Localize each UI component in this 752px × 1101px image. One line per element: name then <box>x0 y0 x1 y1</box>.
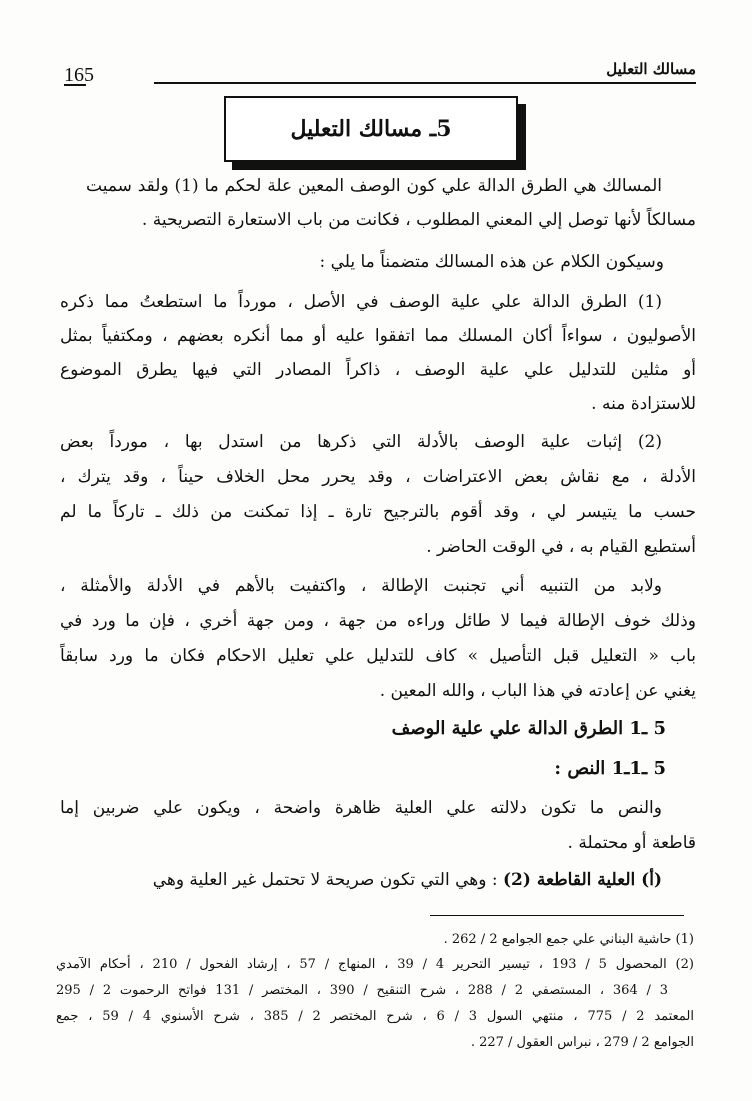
body-line: قاطعة أو محتملة . <box>567 833 696 853</box>
body-line: أو مثلين للتدليل علي علية الوصف ، ذاكراً المصادر التي فيها يطرق الموضوع <box>60 360 696 380</box>
body-line: باب « التعليل قبل التأصيل » كاف للتدليل علي تعليل الاحكام فكان ما ورد سابقاً <box>60 646 696 666</box>
footnote-line: المعتمد 2 / 775 ، منتهي السول 3 / 6 ، شرح المختصر 2 / 385 ، شرح الأسنوي 4 / 59 ، جمع <box>56 1009 694 1024</box>
page-number: 165 <box>64 64 94 86</box>
term-definition: : وهي التي تكون صريحة لا تحتمل غير العلية وهي <box>152 870 498 890</box>
page-number-rule <box>64 84 86 86</box>
header-rule <box>154 82 696 84</box>
section-title: 5ـ مسالك التعليل <box>290 116 452 142</box>
body-line: الأصوليون ، سواءاً أكان المسلك مما اتفقوا عليه أو مما أنكره بعضهم ، ومكتفياً بمثل <box>60 326 696 346</box>
running-header-title: مسالك التعليل <box>606 60 696 78</box>
body-line: يغني عن إعادته في هذا الباب ، والله المعين . <box>379 681 696 701</box>
term-definite-causality: (أ) العلية القاطعة (2) <box>502 870 662 890</box>
body-line: (1) الطرق الدالة علي علية الوصف في الأصل ، مورداً ما استطعتُ مما ذكره <box>60 292 662 312</box>
body-line: والنص ما تكون دلالته علي العلية ظاهرة واضحة ، ويكون علي ضربين إما <box>60 798 662 818</box>
body-line: الأدلة ، مع نقاش بعض الاعتراضات ، وقد يحرر محل الخلاف حيناً ، وقد يترك ، <box>60 467 696 487</box>
subheading-5-1: 5 ـ1 الطرق الدالة علي علية الوصف <box>391 718 666 739</box>
body-line: وذلك خوف الإطالة فيما لا طائل وراءه من جهة ، ومن جهة أخري ، فإن ما ورد في <box>60 611 696 631</box>
body-line: وسيكون الكلام عن هذه المسالك متضمناً ما يلي : <box>319 252 664 272</box>
footnote-line: 3 / 364 ، المستصفي 2 / 288 ، شرح التنقيح / 390 ، المختصر / 131 فواتح الرحموت 2 / 295 <box>56 983 668 998</box>
footnote-line: (1) حاشية البناني علي جمع الجوامع 2 / 262 . <box>443 932 694 947</box>
body-line: مسالكاً لأنها توصل إلي المعني المطلوب ، فكانت من باب الاستعارة التصريحية . <box>141 210 696 230</box>
footnote-separator <box>430 915 684 916</box>
body-line: حسب ما يتيسر لي ، وقد أقوم بالترجيح تارة ـ إذا تمكنت من ذلك ـ تاركاً ما لم <box>60 502 696 522</box>
section-title-box <box>224 96 518 162</box>
body-line: أستطيع القيام به ، في الوقت الحاضر . <box>426 537 696 557</box>
body-line: (2) إثبات علية الوصف بالأدلة التي ذكرها من استدل بها ، مورداً بعض <box>60 432 662 452</box>
body-line: المسالك هي الطرق الدالة علي كون الوصف المعين علة لحكم ما (1) ولقد سميت <box>86 176 663 196</box>
footnote-line: الجوامع 2 / 279 ، نبراس العقول / 227 . <box>470 1035 694 1050</box>
body-line: ولابد من التنبيه أني تجنبت الإطالة ، واكتفيت بالأهم في الأدلة والأمثلة ، <box>60 576 662 596</box>
footnote-line: (2) المحصول 5 / 193 ، تيسير التحرير 4 / 39 ، المنهاج / 57 ، إرشاد الفحول / 210 ، أحكام الآمدي <box>56 957 694 972</box>
subheading-5-1-1: 5 ـ1ـ1 النص : <box>554 758 666 779</box>
body-line <box>60 870 662 890</box>
body-line: للاستزادة منه . <box>591 394 696 414</box>
